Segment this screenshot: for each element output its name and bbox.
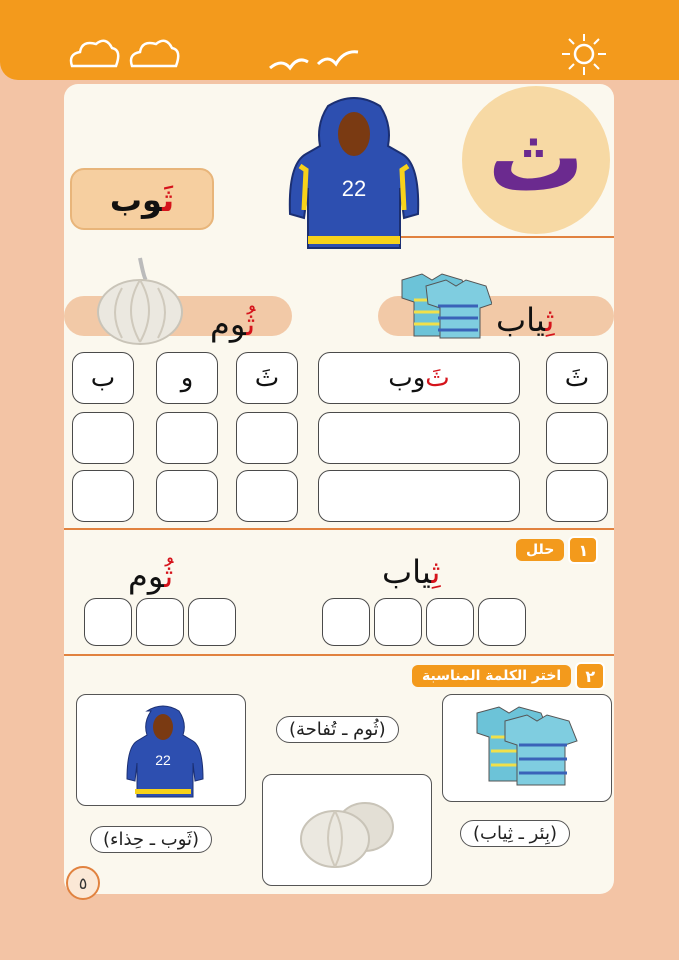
write-cell[interactable] [546, 470, 608, 522]
picture-card-shirts [442, 694, 612, 802]
exercise1-tag [516, 536, 598, 564]
hoodie-icon [121, 703, 205, 799]
analyze-box[interactable] [426, 598, 474, 646]
analyze-box[interactable] [322, 598, 370, 646]
write-cell[interactable] [156, 412, 218, 464]
shirts-icon [392, 270, 492, 340]
page-number: ٥ [66, 866, 100, 900]
hoodie-number: 22 [341, 176, 367, 201]
exercise1-word-right: ثِياب [382, 553, 441, 591]
picture-card-garlic [262, 774, 432, 886]
hoodie-icon [286, 92, 422, 252]
analyze-box[interactable] [374, 598, 422, 646]
exercise1-label: حلل [516, 539, 564, 561]
grid-split-cell: ثَ [236, 352, 298, 404]
grid-letter-cell: ثَ [546, 352, 608, 404]
write-cell[interactable] [236, 470, 298, 522]
picture-card-hoodie [76, 694, 246, 806]
keyword-text [72, 181, 212, 219]
example-word-left: ثُوم [210, 305, 256, 343]
grid-word-cell: ثَ وب [318, 352, 520, 404]
divider [64, 654, 614, 656]
shirts-icon [469, 703, 579, 795]
hoodie-number: 22 [155, 752, 171, 768]
write-cell[interactable] [546, 412, 608, 464]
choice-garlic[interactable]: (ثُوم ـ تُفاحة) [276, 716, 399, 743]
exercise1-word-left: ثُوم [128, 557, 174, 595]
write-cell[interactable] [156, 470, 218, 522]
analyze-box[interactable] [478, 598, 526, 646]
garlic-icon [293, 787, 403, 871]
lesson-letter: ث [487, 101, 585, 213]
keyword-first-letter: ثَ [162, 181, 175, 219]
garlic-icon [92, 254, 188, 346]
exercise1-number: ١ [568, 536, 598, 564]
keyword-label [70, 168, 214, 230]
exercise2-number: ٢ [575, 662, 605, 690]
exercise2-label: اختر الكلمة المناسبة [412, 665, 571, 687]
analyze-box[interactable] [84, 598, 132, 646]
sun-icon [556, 32, 612, 78]
header-bar [0, 0, 679, 80]
keyword-rest: وب [109, 181, 163, 219]
analyze-box[interactable] [136, 598, 184, 646]
choice-shirts[interactable]: (بِئر ـ ثِياب) [460, 820, 570, 847]
divider [64, 528, 614, 530]
write-cell[interactable] [72, 470, 134, 522]
write-cell[interactable] [318, 412, 520, 464]
choice-hoodie[interactable]: (ثَوب ـ حِذاء) [90, 826, 212, 853]
grid-split-cell: و [156, 352, 218, 404]
write-cell[interactable] [318, 470, 520, 522]
grid-split-cell: ب [72, 352, 134, 404]
analyze-box[interactable] [188, 598, 236, 646]
write-cell[interactable] [236, 412, 298, 464]
cloud-icon [66, 36, 186, 76]
example-word-right: ثِياب [496, 301, 555, 339]
bird-icon [268, 46, 368, 76]
write-cell[interactable] [72, 412, 134, 464]
exercise2-tag [412, 662, 605, 690]
